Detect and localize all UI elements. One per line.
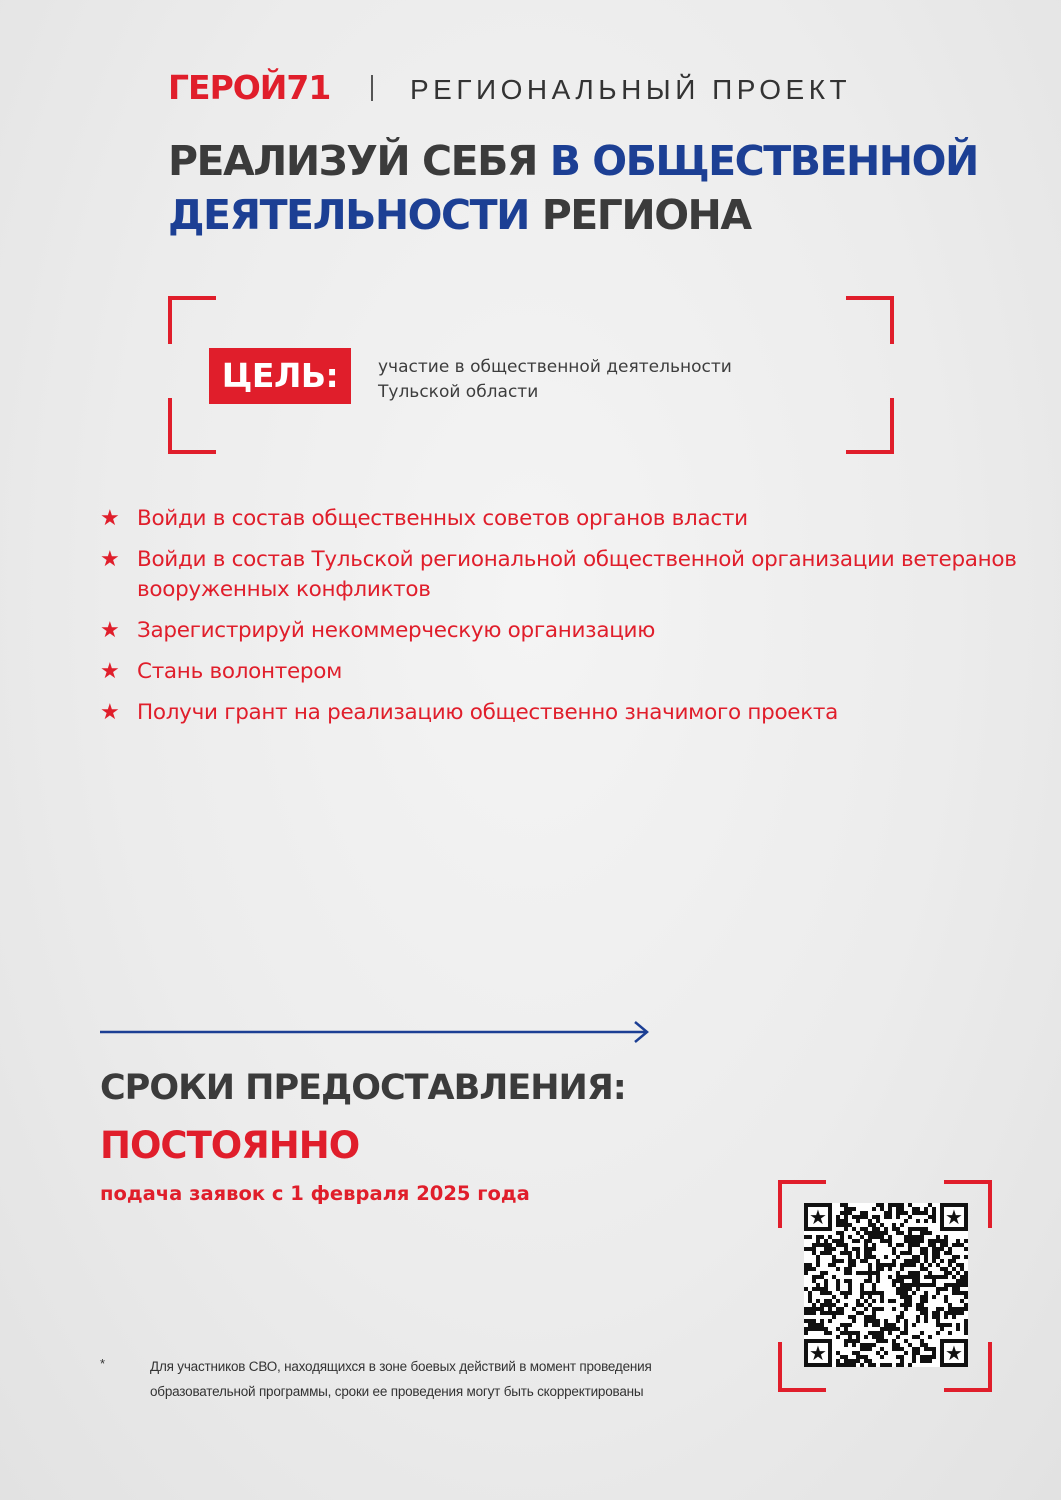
- header-divider: [371, 75, 373, 101]
- goal-label: ЦЕЛЬ:: [209, 348, 351, 404]
- title-part-1: РЕАЛИЗУЙ СЕБЯ: [168, 137, 550, 185]
- deadline-value: ПОСТОЯННО: [100, 1124, 360, 1167]
- goal-frame-corner-top-left: [168, 296, 216, 344]
- brand-logo: ГЕРОЙ71: [168, 68, 331, 107]
- star-icon: ★: [100, 547, 120, 572]
- deadline-note: подача заявок с 1 февраля 2025 года: [100, 1182, 530, 1205]
- svg-text:★: ★: [809, 1204, 827, 1229]
- star-icon: ★: [100, 618, 120, 643]
- header-tagline: РЕГИОНАЛЬНЫЙ ПРОЕКТ: [410, 74, 852, 105]
- qr-code[interactable]: [804, 1203, 968, 1367]
- svg-text:★: ★: [945, 1204, 963, 1229]
- star-icon: ★: [100, 506, 120, 531]
- list-item: [100, 698, 1020, 728]
- list-item-text: Получи грант на реализацию общественно значимого проекта: [137, 700, 839, 725]
- list-item-text: Стань волонтером: [137, 659, 343, 684]
- deadline-title: СРОКИ ПРЕДОСТАВЛЕНИЯ:: [100, 1068, 626, 1108]
- list-item-text: Войди в состав общественных советов органов власти: [137, 506, 748, 531]
- title-part-3: РЕГИОНА: [528, 191, 751, 239]
- goal-frame-corner-bottom-left: [168, 398, 216, 454]
- title-part-2-highlight: В ОБЩЕСТВЕННОЙ ДЕЯТЕЛЬНОСТИ: [168, 137, 978, 239]
- list-item: [100, 504, 1020, 534]
- svg-text:★: ★: [809, 1340, 827, 1365]
- list-item: [100, 545, 1020, 605]
- list-item-text: Войди в состав Тульской региональной общественной организации ветеранов вооруженных конфликтов: [137, 547, 1017, 602]
- footnote-text: Для участников СВО, находящихся в зоне боевых действий в момент проведения образовательной программы, сроки ее проведения могут быть скорректированы: [150, 1359, 652, 1399]
- star-icon: ★: [100, 659, 120, 684]
- goal-frame-corner-top-right: [846, 296, 894, 344]
- star-icon: ★: [100, 700, 120, 725]
- list-item: [100, 657, 1020, 687]
- svg-text:★: ★: [945, 1340, 963, 1365]
- opportunities-list: [100, 504, 1020, 739]
- list-item: [100, 616, 1020, 646]
- goal-text: участие в общественной деятельности Тульской области: [378, 357, 732, 402]
- arrow-right-icon: [100, 1020, 652, 1044]
- list-item-text: Зарегистрируй некоммерческую организацию: [137, 618, 655, 643]
- goal-frame-corner-bottom-right: [846, 398, 894, 454]
- footnote-mark: *: [100, 1356, 106, 1371]
- page-title: [168, 134, 1028, 242]
